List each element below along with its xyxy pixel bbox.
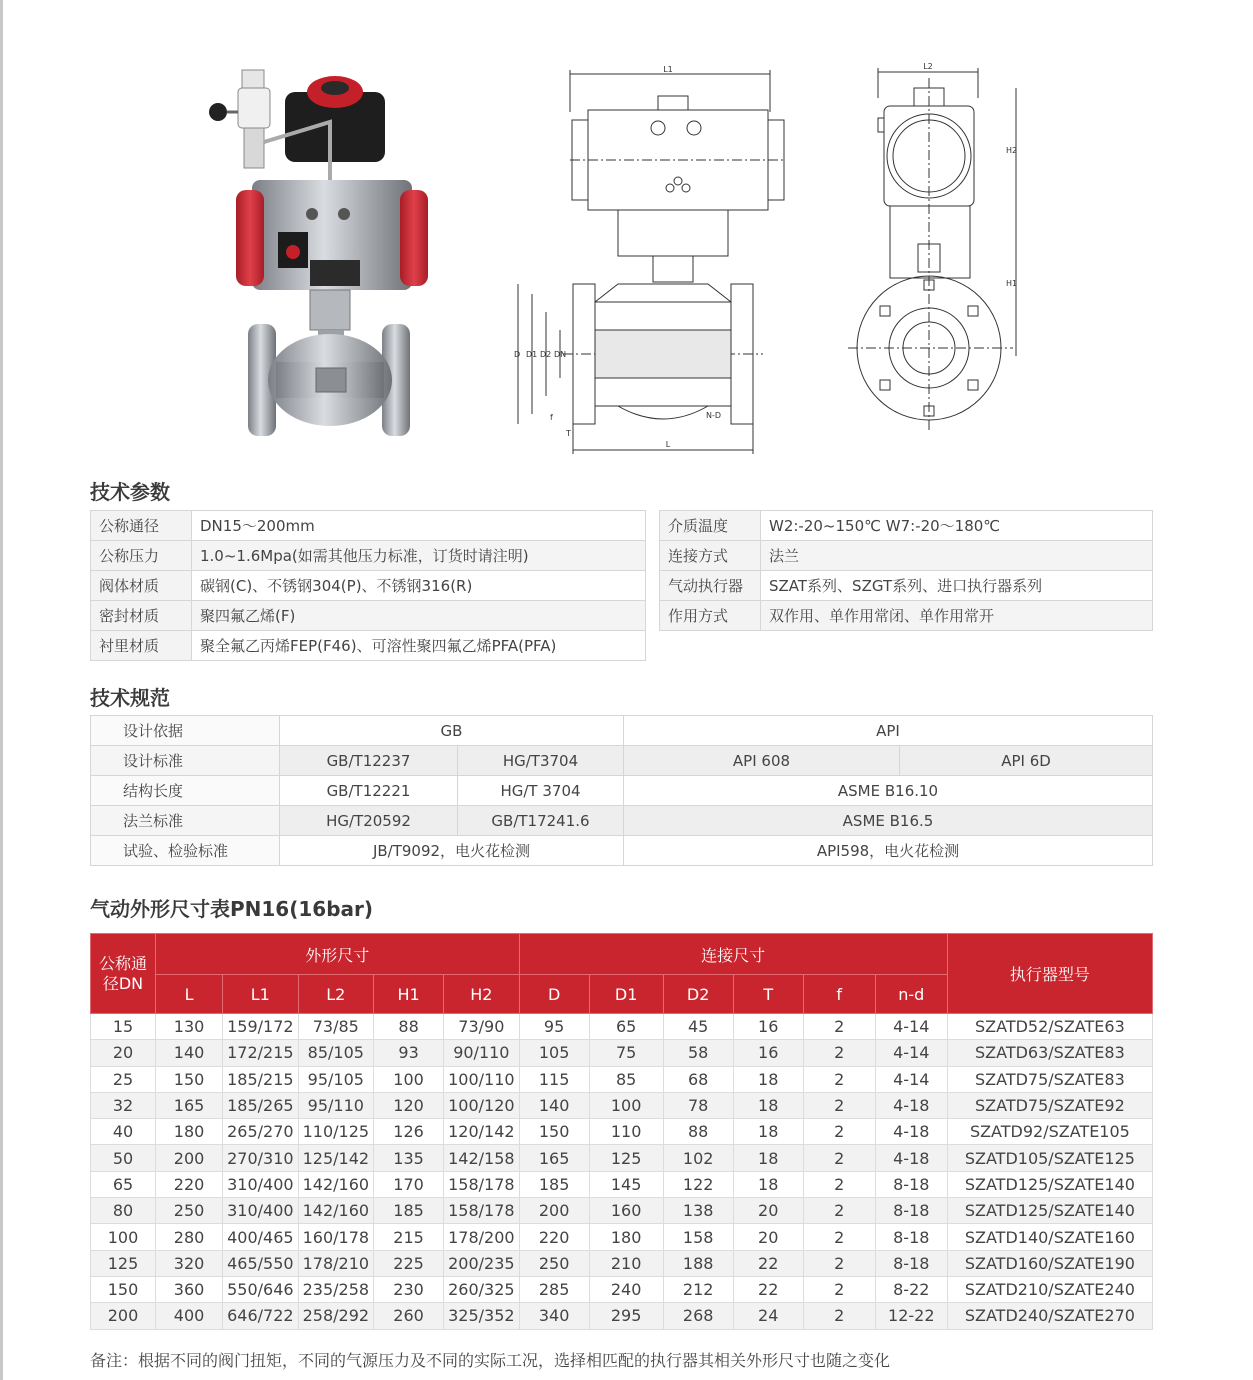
dim-cell: 2 — [803, 1145, 875, 1171]
table-row — [91, 1066, 1153, 1092]
dim-cell: 2 — [803, 1092, 875, 1118]
actuator-cell: SZATD75/SZATE83 — [947, 1066, 1152, 1092]
param-label: 衬里材质 — [91, 631, 192, 661]
param-value: 聚四氟乙烯(F) — [192, 601, 646, 631]
spec-cell: API 6D — [900, 746, 1153, 776]
dim-cell: 138 — [663, 1198, 733, 1224]
dim-cell: 159/172 — [223, 1014, 299, 1040]
dim-cell: 20 — [733, 1198, 803, 1224]
col-header: H2 — [444, 975, 520, 1014]
spec-cell: HG/T3704 — [458, 746, 624, 776]
param-value: 碳钢(C)、不锈钢304(P)、不锈钢316(R) — [192, 571, 646, 601]
spec-cell: API 608 — [624, 746, 900, 776]
actuator-cell: SZATD92/SZATE105 — [947, 1119, 1152, 1145]
dims-group-header-row — [91, 934, 1153, 975]
dim-cell: 110/125 — [298, 1119, 374, 1145]
dim-cell: 100/120 — [444, 1092, 520, 1118]
dim-cell: 4-18 — [875, 1092, 947, 1118]
actuator-cell: SZATD240/SZATE270 — [947, 1303, 1152, 1329]
dim-label-h1: H1 — [1006, 279, 1018, 288]
dim-cell: 90/110 — [444, 1040, 520, 1066]
table-row — [91, 1040, 1153, 1066]
dim-cell: 100 — [374, 1066, 444, 1092]
dim-cell: 2 — [803, 1171, 875, 1197]
dn-cell: 50 — [91, 1145, 156, 1171]
dim-cell: 8-18 — [875, 1171, 947, 1197]
dim-cell: 115 — [519, 1066, 589, 1092]
dim-cell: 45 — [663, 1014, 733, 1040]
dim-cell: 165 — [519, 1145, 589, 1171]
table-row — [91, 1224, 1153, 1250]
dim-label-h2: H2 — [1006, 146, 1018, 155]
dim-cell: 125/142 — [298, 1145, 374, 1171]
param-value: 法兰 — [761, 541, 1153, 571]
dim-cell: 120 — [374, 1092, 444, 1118]
dn-cell: 20 — [91, 1040, 156, 1066]
dim-cell: 18 — [733, 1092, 803, 1118]
actuator-cell: SZATD125/SZATE140 — [947, 1171, 1152, 1197]
dim-cell: 550/646 — [223, 1276, 299, 1302]
dim-cell: 230 — [374, 1276, 444, 1302]
specs-row — [91, 776, 1153, 806]
dim-cell: 240 — [589, 1276, 663, 1302]
param-value: SZAT系列、SZGT系列、进口执行器系列 — [761, 571, 1153, 601]
dim-label-l2: L2 — [923, 62, 933, 71]
dim-cell: 88 — [663, 1119, 733, 1145]
param-label: 公称压力 — [91, 541, 192, 571]
dim-cell: 65 — [589, 1014, 663, 1040]
specs-header-row — [91, 716, 1153, 746]
params-row — [91, 571, 646, 601]
spec-label: 试验、检验标准 — [91, 836, 280, 866]
col-header: D2 — [663, 975, 733, 1014]
dim-cell: 2 — [803, 1224, 875, 1250]
dim-cell: 250 — [519, 1250, 589, 1276]
col-header: D — [519, 975, 589, 1014]
dim-cell: 8-18 — [875, 1224, 947, 1250]
actuator-header: 执行器型号 — [947, 934, 1152, 1014]
dim-cell: 4-14 — [875, 1040, 947, 1066]
table-row — [91, 1119, 1153, 1145]
dim-cell: 4-18 — [875, 1119, 947, 1145]
dim-cell: 180 — [156, 1119, 223, 1145]
dim-cell: 465/550 — [223, 1250, 299, 1276]
table-row — [91, 1014, 1153, 1040]
dim-cell: 95/105 — [298, 1066, 374, 1092]
dim-cell: 178/200 — [444, 1224, 520, 1250]
dn-cell: 200 — [91, 1303, 156, 1329]
param-label: 密封材质 — [91, 601, 192, 631]
dim-cell: 12-22 — [875, 1303, 947, 1329]
dim-cell: 2 — [803, 1276, 875, 1302]
param-value: W2:-20~150℃ W7:-20～180℃ — [761, 511, 1153, 541]
dim-cell: 120/142 — [444, 1119, 520, 1145]
dim-cell: 2 — [803, 1014, 875, 1040]
actuator-cell: SZATD105/SZATE125 — [947, 1145, 1152, 1171]
dim-cell: 68 — [663, 1066, 733, 1092]
col-header: f — [803, 975, 875, 1014]
dim-cell: 185 — [374, 1198, 444, 1224]
dim-cell: 135 — [374, 1145, 444, 1171]
dim-cell: 142/160 — [298, 1198, 374, 1224]
dim-cell: 310/400 — [223, 1198, 299, 1224]
dim-cell: 18 — [733, 1066, 803, 1092]
dim-cell: 285 — [519, 1276, 589, 1302]
dim-cell: 95/110 — [298, 1092, 374, 1118]
dim-cell: 212 — [663, 1276, 733, 1302]
dim-cell: 185 — [519, 1171, 589, 1197]
dim-cell: 16 — [733, 1014, 803, 1040]
params-table-left — [90, 510, 646, 661]
params-row — [660, 511, 1153, 541]
dim-cell: 110 — [589, 1119, 663, 1145]
dim-cell: 268 — [663, 1303, 733, 1329]
footnote: 备注：根据不同的阀门扭矩，不同的气源压力及不同的实际工况，选择相匹配的执行器其相关外形尺寸也随之变化 — [90, 1351, 891, 1370]
dim-cell: 142/158 — [444, 1145, 520, 1171]
group-header-outer: 外形尺寸 — [156, 934, 520, 975]
dim-cell: 58 — [663, 1040, 733, 1066]
param-label: 气动执行器 — [660, 571, 761, 601]
dim-cell: 158/178 — [444, 1198, 520, 1224]
dim-cell: 2 — [803, 1250, 875, 1276]
dim-cell: 125 — [589, 1145, 663, 1171]
dn-cell: 32 — [91, 1092, 156, 1118]
col-header: D1 — [589, 975, 663, 1014]
dim-cell: 93 — [374, 1040, 444, 1066]
params-row — [660, 541, 1153, 571]
spec-cell: ASME B16.5 — [624, 806, 1153, 836]
dim-cell: 180 — [589, 1224, 663, 1250]
table-row — [91, 1276, 1153, 1302]
dim-cell: 78 — [663, 1092, 733, 1118]
actuator-cell: SZATD160/SZATE190 — [947, 1250, 1152, 1276]
table-row — [91, 1250, 1153, 1276]
dim-cell: 160/178 — [298, 1224, 374, 1250]
dim-cell: 102 — [663, 1145, 733, 1171]
specs-row — [91, 806, 1153, 836]
dim-cell: 185/215 — [223, 1066, 299, 1092]
params-row — [660, 601, 1153, 631]
dim-cell: 200 — [519, 1198, 589, 1224]
spec-gb-header: GB — [280, 716, 624, 746]
dn-cell: 125 — [91, 1250, 156, 1276]
dim-cell: 2 — [803, 1119, 875, 1145]
dim-label-f: f — [550, 413, 553, 422]
dim-label-t: T — [566, 429, 571, 438]
dim-cell: 16 — [733, 1040, 803, 1066]
dim-cell: 100 — [589, 1092, 663, 1118]
params-row — [91, 541, 646, 571]
dn-header: 公称通径DN — [91, 934, 156, 1014]
dim-cell: 18 — [733, 1145, 803, 1171]
dim-cell: 140 — [519, 1092, 589, 1118]
dim-cell: 150 — [156, 1066, 223, 1092]
dim-cell: 260 — [374, 1303, 444, 1329]
actuator-cell: SZATD140/SZATE160 — [947, 1224, 1152, 1250]
table-row — [91, 1198, 1153, 1224]
dim-cell: 105 — [519, 1040, 589, 1066]
dim-cell: 73/90 — [444, 1014, 520, 1040]
param-value: 1.0~1.6Mpa(如需其他压力标准，订货时请注明) — [192, 541, 646, 571]
dimension-table — [90, 933, 1153, 1330]
dim-label-d1: D1 — [526, 350, 538, 359]
table-row — [91, 1171, 1153, 1197]
side-view-drawing — [848, 58, 1028, 438]
pneumatic-ball-valve-photo — [200, 62, 450, 447]
actuator-cell: SZATD75/SZATE92 — [947, 1092, 1152, 1118]
actuator-cell: SZATD210/SZATE240 — [947, 1276, 1152, 1302]
spec-cell: API598，电火花检测 — [624, 836, 1153, 866]
dim-cell: 140 — [156, 1040, 223, 1066]
params-row — [91, 601, 646, 631]
section-title-specs: 技术规范 — [90, 686, 170, 710]
dim-cell: 85/105 — [298, 1040, 374, 1066]
param-value: 双作用、单作用常闭、单作用常开 — [761, 601, 1153, 631]
dim-cell: 158 — [663, 1224, 733, 1250]
param-value: 聚全氟乙丙烯FEP(F46)、可溶性聚四氟乙烯PFA(PFA) — [192, 631, 646, 661]
dim-cell: 2 — [803, 1040, 875, 1066]
group-header-connection: 连接尺寸 — [519, 934, 947, 975]
dim-label-l1: L1 — [663, 65, 673, 74]
dim-cell: 295 — [589, 1303, 663, 1329]
dim-label-nd: N-D — [706, 411, 722, 420]
spec-cell: GB/T12237 — [280, 746, 458, 776]
spec-label: 设计标准 — [91, 746, 280, 776]
dim-cell: 185/265 — [223, 1092, 299, 1118]
dim-cell: 215 — [374, 1224, 444, 1250]
dim-cell: 2 — [803, 1303, 875, 1329]
dim-cell: 188 — [663, 1250, 733, 1276]
dim-cell: 18 — [733, 1119, 803, 1145]
dim-cell: 310/400 — [223, 1171, 299, 1197]
dim-cell: 220 — [156, 1171, 223, 1197]
dim-cell: 20 — [733, 1224, 803, 1250]
dims-body — [91, 1014, 1153, 1330]
specs-table — [90, 715, 1153, 866]
param-label: 公称通径 — [91, 511, 192, 541]
dim-cell: 8-22 — [875, 1276, 947, 1302]
dim-cell: 8-18 — [875, 1198, 947, 1224]
table-row — [91, 1303, 1153, 1329]
dim-cell: 320 — [156, 1250, 223, 1276]
table-row — [91, 1145, 1153, 1171]
dim-cell: 24 — [733, 1303, 803, 1329]
dim-cell: 130 — [156, 1014, 223, 1040]
dn-cell: 25 — [91, 1066, 156, 1092]
specs-row — [91, 746, 1153, 776]
dim-cell: 646/722 — [223, 1303, 299, 1329]
actuator-cell: SZATD125/SZATE140 — [947, 1198, 1152, 1224]
front-view-drawing — [508, 62, 788, 457]
dim-cell: 400/465 — [223, 1224, 299, 1250]
col-header: L2 — [298, 975, 374, 1014]
param-label: 阀体材质 — [91, 571, 192, 601]
col-header: H1 — [374, 975, 444, 1014]
dim-cell: 85 — [589, 1066, 663, 1092]
dim-cell: 235/258 — [298, 1276, 374, 1302]
spec-api-header: API — [624, 716, 1153, 746]
section-title-dims: 气动外形尺寸表PN16(16bar) — [90, 897, 374, 921]
params-table-right — [659, 510, 1153, 631]
dim-label-l: L — [665, 440, 671, 449]
spec-label: 结构长度 — [91, 776, 280, 806]
spec-label: 设计依据 — [91, 716, 280, 746]
dim-cell: 73/85 — [298, 1014, 374, 1040]
dn-cell: 80 — [91, 1198, 156, 1224]
spec-cell: HG/T20592 — [280, 806, 458, 836]
spec-cell: ASME B16.10 — [624, 776, 1153, 806]
dim-cell: 22 — [733, 1276, 803, 1302]
dim-cell: 258/292 — [298, 1303, 374, 1329]
dim-cell: 122 — [663, 1171, 733, 1197]
params-row — [91, 511, 646, 541]
spec-label: 法兰标准 — [91, 806, 280, 836]
dim-label-d2: D2 — [540, 350, 552, 359]
dim-cell: 2 — [803, 1198, 875, 1224]
dim-cell: 400 — [156, 1303, 223, 1329]
dim-cell: 4-18 — [875, 1145, 947, 1171]
dim-cell: 225 — [374, 1250, 444, 1276]
dim-cell: 178/210 — [298, 1250, 374, 1276]
dim-cell: 8-18 — [875, 1250, 947, 1276]
param-label: 介质温度 — [660, 511, 761, 541]
param-label: 连接方式 — [660, 541, 761, 571]
col-header: n-d — [875, 975, 947, 1014]
dim-cell: 250 — [156, 1198, 223, 1224]
dim-label-dn: DN — [554, 350, 567, 359]
dim-cell: 340 — [519, 1303, 589, 1329]
specs-row — [91, 836, 1153, 866]
dim-cell: 142/160 — [298, 1171, 374, 1197]
dn-cell: 15 — [91, 1014, 156, 1040]
dim-cell: 200 — [156, 1145, 223, 1171]
dn-cell: 100 — [91, 1224, 156, 1250]
dim-cell: 158/178 — [444, 1171, 520, 1197]
actuator-cell: SZATD63/SZATE83 — [947, 1040, 1152, 1066]
dim-cell: 360 — [156, 1276, 223, 1302]
col-header: T — [733, 975, 803, 1014]
dim-cell: 210 — [589, 1250, 663, 1276]
dim-cell: 260/325 — [444, 1276, 520, 1302]
dim-cell: 126 — [374, 1119, 444, 1145]
dn-cell: 150 — [91, 1276, 156, 1302]
section-title-params: 技术参数 — [90, 480, 170, 504]
param-label: 作用方式 — [660, 601, 761, 631]
col-header: L1 — [223, 975, 299, 1014]
dim-cell: 280 — [156, 1224, 223, 1250]
actuator-cell: SZATD52/SZATE63 — [947, 1014, 1152, 1040]
dim-cell: 160 — [589, 1198, 663, 1224]
dim-cell: 4-14 — [875, 1014, 947, 1040]
params-row — [91, 631, 646, 661]
dim-cell: 325/352 — [444, 1303, 520, 1329]
spec-cell: GB/T12221 — [280, 776, 458, 806]
dim-cell: 150 — [519, 1119, 589, 1145]
spec-cell: HG/T 3704 — [458, 776, 624, 806]
dim-cell: 4-14 — [875, 1066, 947, 1092]
page-left-border — [0, 0, 3, 1380]
dim-cell: 22 — [733, 1250, 803, 1276]
param-value: DN15～200mm — [192, 511, 646, 541]
spec-cell: JB/T9092，电火花检测 — [280, 836, 624, 866]
dim-cell: 220 — [519, 1224, 589, 1250]
spec-cell: GB/T17241.6 — [458, 806, 624, 836]
dim-cell: 172/215 — [223, 1040, 299, 1066]
dim-cell: 270/310 — [223, 1145, 299, 1171]
dim-cell: 265/270 — [223, 1119, 299, 1145]
table-row — [91, 1092, 1153, 1118]
dn-cell: 65 — [91, 1171, 156, 1197]
dim-cell: 100/110 — [444, 1066, 520, 1092]
params-row — [660, 571, 1153, 601]
dn-cell: 40 — [91, 1119, 156, 1145]
dim-cell: 88 — [374, 1014, 444, 1040]
dim-cell: 95 — [519, 1014, 589, 1040]
dim-cell: 145 — [589, 1171, 663, 1197]
dim-label-d: D — [514, 350, 521, 359]
dim-cell: 165 — [156, 1092, 223, 1118]
dim-cell: 75 — [589, 1040, 663, 1066]
dim-cell: 2 — [803, 1066, 875, 1092]
dim-cell: 170 — [374, 1171, 444, 1197]
col-header: L — [156, 975, 223, 1014]
dim-cell: 200/235 — [444, 1250, 520, 1276]
dim-cell: 18 — [733, 1171, 803, 1197]
